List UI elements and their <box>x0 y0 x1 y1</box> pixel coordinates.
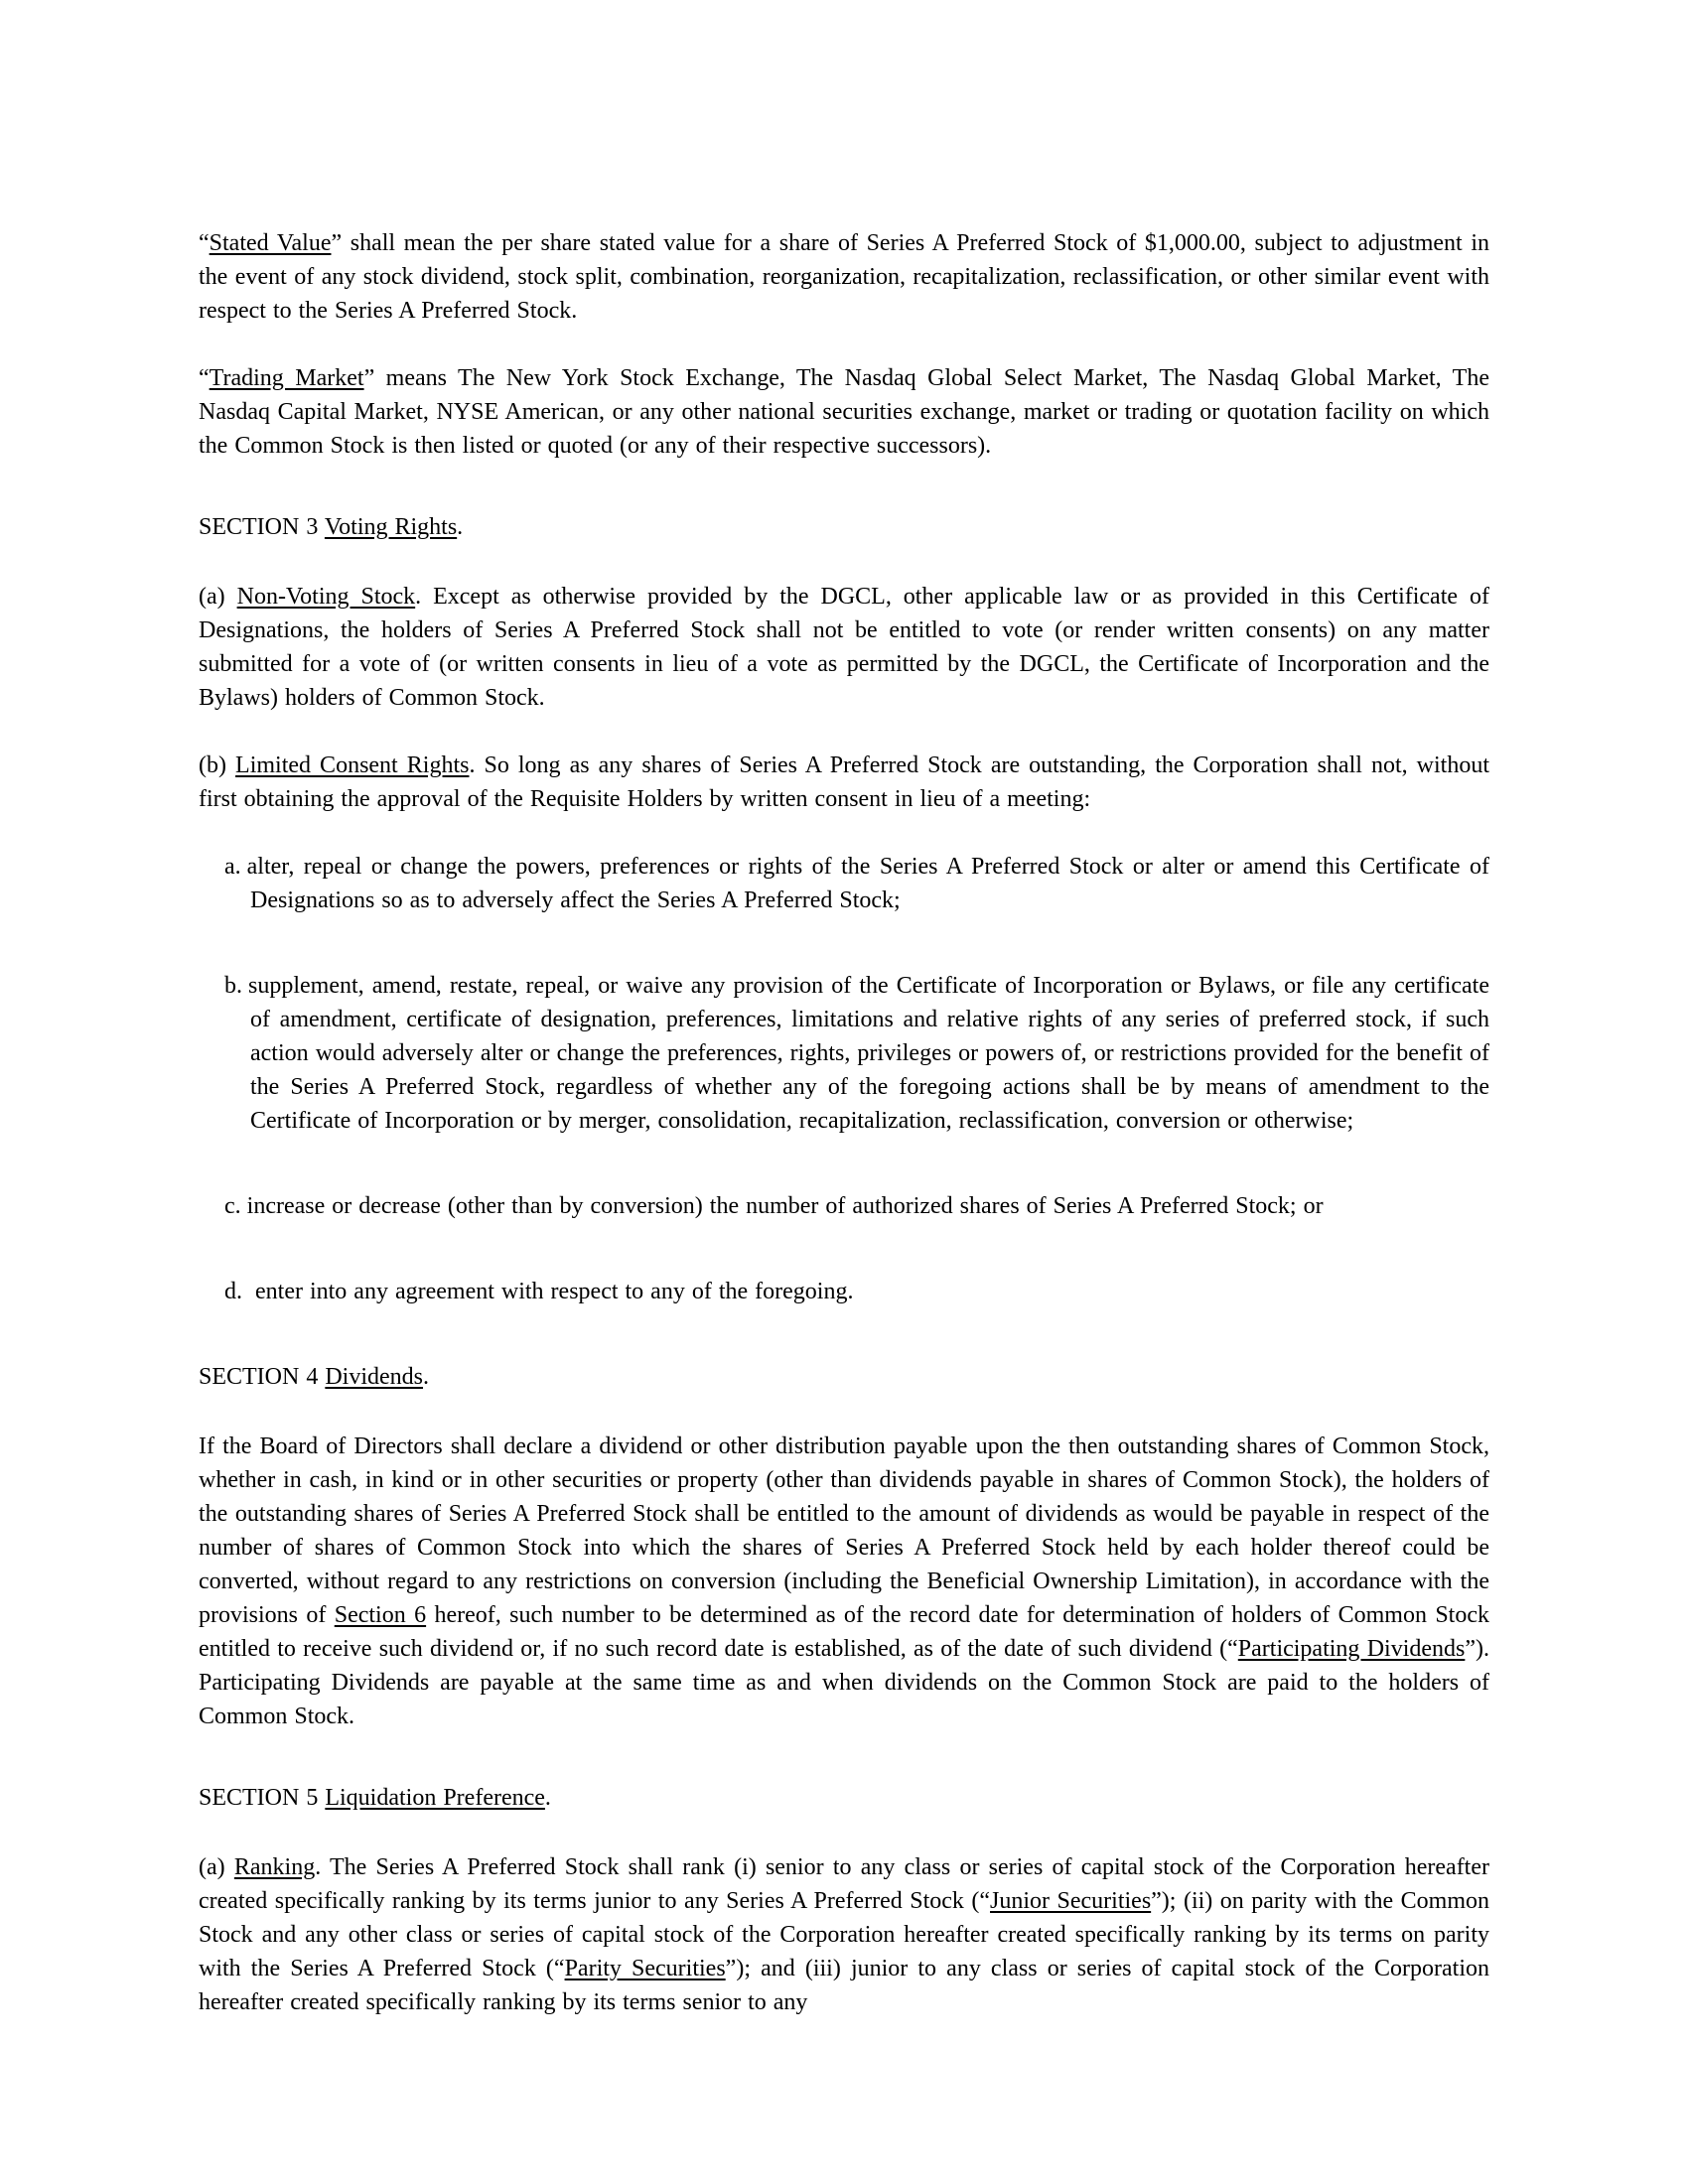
text-run: SECTION 5 <box>199 1785 326 1811</box>
underlined-term: Section 6 <box>334 1602 427 1628</box>
paragraph <box>199 361 1489 463</box>
list-marker: a. <box>224 854 241 880</box>
text-run: “ <box>199 230 210 256</box>
paragraph <box>199 1850 1489 2019</box>
underlined-term: Junior Securities <box>990 1888 1152 1914</box>
text-run: SECTION 4 <box>199 1364 326 1390</box>
text-run: . <box>544 1785 551 1811</box>
text-run: . Except as otherwise provided by the DGCL, other applicable law or as provided in this Certificate of Designations, the holders of Series A Preferred Stock shall not be entitled to vote (or render written consents) on any matter submitted for a vote of (or written consents in lieu of a vote as permitted by the DGCL, the Certificate of Incorporation and the Bylaws) holders of Common Stock. <box>199 584 1489 711</box>
text-run: . The Series A Preferred Stock shall rank (i) senior to any class or series of capital stock of the Corporation hereafter created specifically ranking by its terms junior to any Series A Preferred Stock (“ <box>199 1854 1489 1914</box>
text-run: alter, repeal or change the powers, preferences or rights of the Series A Preferred Stock or alter or amend this Certificate of Designations so as to adversely affect the Series A Preferred Stock; <box>246 854 1489 913</box>
text-run: increase or decrease (other than by conversion) the number of authorized shares of Series A Preferred Stock; or <box>246 1193 1324 1219</box>
list-item <box>199 850 1489 917</box>
text-run: If the Board of Directors shall declare a dividend or other distribution payable upon the then outstanding shares of Common Stock, whether in cash, in kind or in other securities or property (other than dividends payable in shares of Common Stock), the holders of the outstanding shares of Series A Preferred Stock shall be entitled to the amount of dividends as would be payable in respect of the number of shares of Common Stock into which the shares of Series A Preferred Stock held by each holder thereof could be converted, without regard to any restrictions on conversion (including the Beneficial Ownership Limitation), in accordance with the provisions of <box>199 1433 1489 1628</box>
list-item <box>199 969 1489 1138</box>
underlined-term: Stated Value <box>209 230 332 256</box>
underlined-term: Liquidation Preference <box>325 1785 545 1811</box>
text-run: . <box>423 1364 430 1390</box>
document-body <box>199 226 1489 2019</box>
underlined-term: Dividends <box>325 1364 424 1390</box>
text-run: ” shall mean the per share stated value for a share of Series A Preferred Stock of $1,000.00, subject to adjustment in the event of any stock dividend, stock split, combination, reorganization, recapitalization, reclassification, or other similar event with respect to the Series A Preferred Stock. <box>199 230 1489 324</box>
paragraph <box>199 580 1489 715</box>
text-run: supplement, amend, restate, repeal, or waive any provision of the Certificate of Incorporation or Bylaws, or file any certificate of amendment, certificate of designation, preferences, limitations and relative rights of any series of preferred stock, if such action would adversely alter or change the preferences, rights, privileges or powers of, or restrictions provided for the benefit of the Series A Preferred Stock, regardless of whether any of the foregoing actions shall be by means of amendment to the Certificate of Incorporation or by merger, consolidation, recapitalization, reclassification, conversion or otherwise; <box>248 973 1489 1134</box>
text-run: (b) <box>199 752 236 778</box>
underlined-term: Participating Dividends <box>1237 1636 1466 1662</box>
underlined-term: Non-Voting Stock <box>236 584 416 610</box>
list-item <box>199 1189 1489 1223</box>
text-run: (a) <box>199 584 237 610</box>
text-run: (a) <box>199 1854 234 1880</box>
text-run: ”). Participating Dividends are payable at the same time as and when dividends on the Common Stock are paid to the holders of Common Stock. <box>199 1636 1490 1729</box>
section-heading <box>199 510 1489 544</box>
text-run: hereof, such number to be determined as of the record date for determination of holders of Common Stock entitled to receive such dividend or, if no such record date is established, as of the date of such dividend (“ <box>199 1602 1489 1662</box>
text-run: ”); and (iii) junior to any class or series of capital stock of the Corporation hereafter created specifically ranking by its terms senior to any <box>199 1956 1490 2015</box>
underlined-term: Limited Consent Rights <box>235 752 470 778</box>
underlined-term: Parity Securities <box>564 1956 726 1981</box>
text-run: enter into any agreement with respect to any of the foregoing. <box>248 1279 854 1304</box>
list-marker: b. <box>224 973 242 999</box>
text-run: ” means The New York Stock Exchange, The Nasdaq Global Select Market, The Nasdaq Global Market, The Nasdaq Capital Market, NYSE American, or any other national securities exchange, market or trading or quotation facility on which the Common Stock is then listed or quoted (or any of their respective successors). <box>199 365 1489 459</box>
paragraph <box>199 749 1489 816</box>
underlined-term: Voting Rights <box>324 514 458 540</box>
list-item <box>199 1275 1489 1308</box>
underlined-term: Ranking <box>233 1854 316 1880</box>
list-marker: c. <box>224 1193 241 1219</box>
section-heading <box>199 1360 1489 1394</box>
text-run: . So long as any shares of Series A Preferred Stock are outstanding, the Corporation shall not, without first obtaining the approval of the Requisite Holders by written consent in lieu of a meeting: <box>199 752 1489 812</box>
section-heading <box>199 1781 1489 1815</box>
paragraph <box>199 226 1489 328</box>
text-run: SECTION 3 <box>199 514 325 540</box>
list-marker: d. <box>224 1279 242 1304</box>
underlined-term: Trading Market <box>209 365 364 391</box>
paragraph <box>199 1430 1489 1733</box>
text-run: . <box>457 514 464 540</box>
text-run: ”); (ii) on parity with the Common Stock and any other class or series of capital stock of the Corporation hereafter created specifically ranking by its terms on parity with the Series A Preferred Stock (“ <box>199 1888 1489 1981</box>
text-run: “ <box>199 365 210 391</box>
